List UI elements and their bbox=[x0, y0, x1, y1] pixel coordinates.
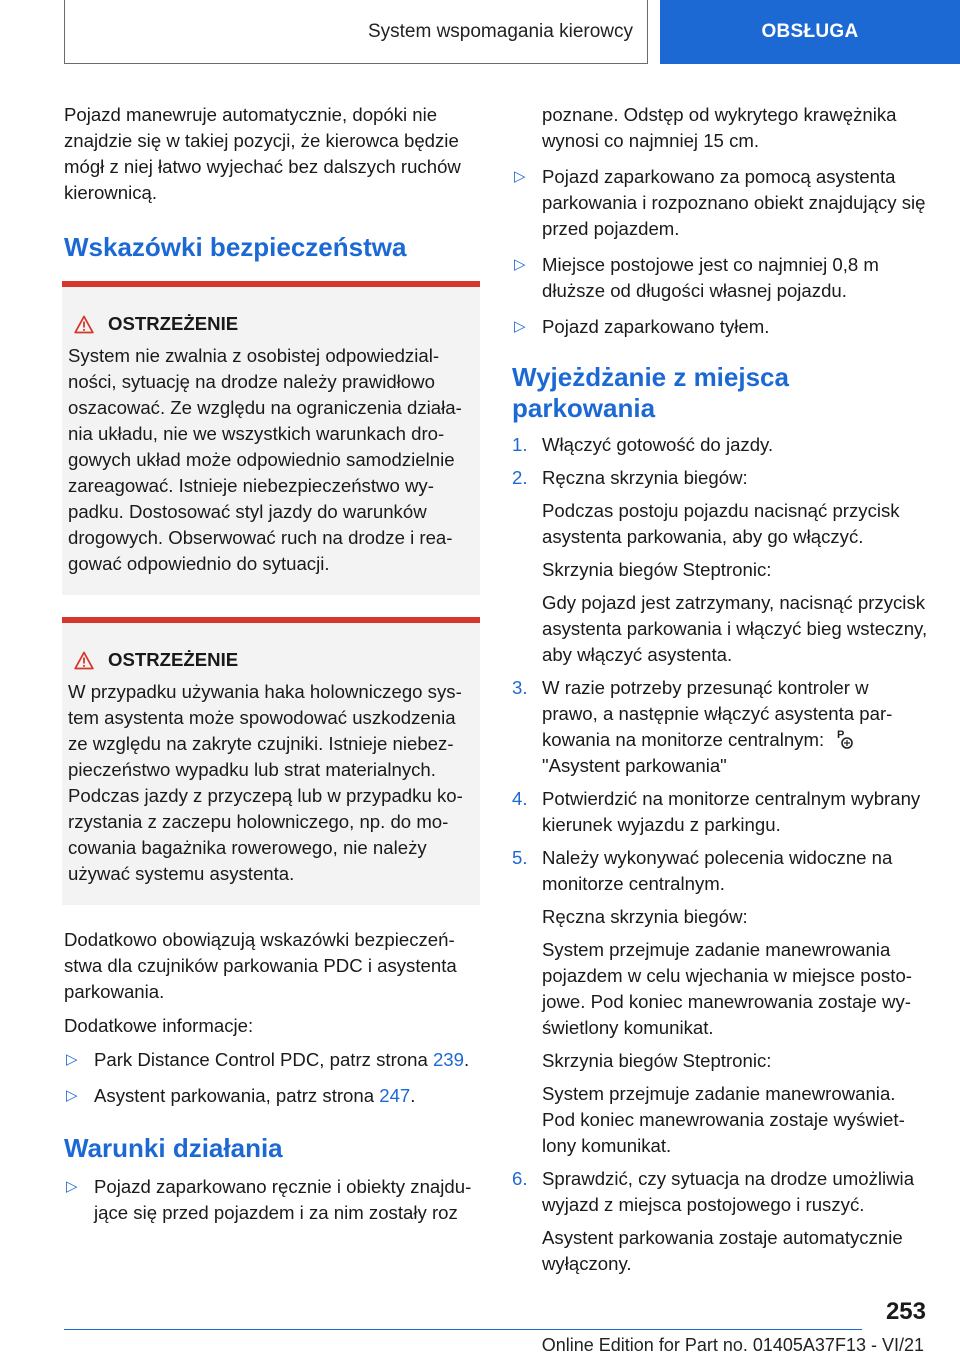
footer-edition: Online Edition for Part no. 01405A37F13 - VI/21 bbox=[541, 1335, 924, 1355]
conditions-list-start bbox=[64, 1174, 480, 1226]
list-item: 5. Należy wykonywać polecenia widoczne na monitorze centralnym. Ręczna skrzynia biegów: System przejmuje zadanie manewrowania pojazdem w celu wjechania w miejsce postojowe. Pod koniec manewrowania zostaje wyświetlony komunikat. Skrzynia biegów Steptronic: System przejmuje zadanie manewrowania. Pod koniec manewrowania zostaje wyświetlony komunikat. bbox=[512, 847, 912, 1156]
safety-heading: Wskazówki bezpieczeństwa bbox=[64, 232, 407, 262]
list-item: 3. W razie potrzeby przesunąć kontroler w prawo, a następnie włączyć asystenta parkowania na monitorze centralnym: P "Asystent parkowania" bbox=[512, 677, 893, 776]
conditions-heading: Warunki działania bbox=[64, 1133, 283, 1163]
page-link-park-assist[interactable]: 247 bbox=[379, 1085, 411, 1106]
list-item: ▷ Pojazd zaparkowano za pomocą asystenta parkowania i rozpoznano obiekt znajdujący się przed pojazdem. bbox=[514, 166, 926, 239]
warning-title-1 bbox=[68, 311, 472, 337]
warning-box-1 bbox=[62, 281, 480, 595]
exit-steps-list bbox=[512, 432, 928, 1277]
list-item: 2. Ręczna skrzynia biegów: Podczas postoju pojazdu nacisnąć przycisk asystenta parkowania, aby go włączyć. Skrzynia biegów Steptronic: Gdy pojazd jest zatrzymany, nacisnąć przycisk asystenta parkowania i włączyć bieg wsteczny, aby włączyć asystenta. bbox=[512, 467, 928, 665]
list-item: poznane. Odstęp od wykrytego krawężnika wynosi co najmniej 15 cm. bbox=[542, 104, 897, 151]
bullet-triangle-icon: ▷ bbox=[514, 318, 526, 335]
warning-body-2: W przypadku używania haka holowniczego system asystenta może spowodować uszkodzenia ze względu na zakryte czujniki. Istnieje niebezpieczeństwo wypadku lub strat materialnych. Podczas jazdy z przyczepą lub w przypadku korzystania z zaczepu holowniczego, np. do mocowania bagażnika rowerowego, nie należy używać systemu asystenta. bbox=[68, 681, 463, 884]
list-item: ▷ Asystent parkowania, patrz strona 247. bbox=[64, 1083, 480, 1109]
list-item: ▷ Park Distance Control PDC, patrz strona 239. bbox=[64, 1047, 480, 1073]
list-item: ▷ Miejsce postojowe jest co najmniej 0,8 m dłuższe od długości własnej pojazdu. bbox=[514, 254, 879, 301]
exit-heading: Wyjeżdżanie z miejsca parkowania bbox=[512, 362, 789, 423]
header-chapter-tab bbox=[660, 0, 960, 64]
bullet-triangle-icon: ▷ bbox=[66, 1051, 78, 1068]
bullet-triangle-icon: ▷ bbox=[66, 1087, 78, 1104]
additional-safety-paragraph: Dodatkowo obowiązują wskazówki bezpieczeństwa dla czujników parkowania PDC i asystenta parkowania. bbox=[64, 929, 457, 1002]
list-item: ▷ Pojazd zaparkowano tyłem. bbox=[512, 314, 928, 340]
list-item: 6. Sprawdzić, czy sytuacja na drodze umożliwia wyjazd z miejsca postojowego i ruszyć. Asystent parkowania zostaje automatycznie wyłączony. bbox=[512, 1168, 915, 1274]
intro-paragraph: Pojazd manewruje automatycznie, dopóki nie znajdzie się w takiej pozycji, że kierowca będzie mógł z niej łatwo wyjechać bez dalszych ruchów kierownicą. bbox=[64, 104, 461, 203]
warning-title-text-1: OSTRZEŻENIE bbox=[108, 313, 239, 334]
warning-title-text-2: OSTRZEŻENIE bbox=[108, 649, 239, 670]
left-column bbox=[64, 102, 480, 1236]
additional-info-list bbox=[64, 1047, 480, 1109]
conditions-list-cont bbox=[512, 102, 928, 340]
section-title: System wspomagania kierowcy bbox=[367, 20, 633, 42]
list-item: ▷ Pojazd zaparkowano ręcznie i obiekty znajdujące się przed pojazdem i za nim zostały roz bbox=[66, 1176, 472, 1223]
park-assist-icon bbox=[833, 728, 857, 750]
chapter-title: OBSŁUGA bbox=[761, 21, 859, 42]
right-column bbox=[512, 102, 928, 1284]
header-section-title bbox=[64, 0, 648, 64]
warning-body-1: System nie zwalnia z osobistej odpowiedzialności, sytuację na drodze należy prawidłowo oszacować. Ze względu na ograniczenia działania układu, nie we wszystkich warunkach drogowych układ może odpowiednio samodzielnie zareagować. Istnieje niebezpieczeństwo wypadku. Dostosować styl jazdy do warunków drogowych. Obserwować ruch na drodze i reagować odpowiednio do sytuacji. bbox=[68, 345, 462, 574]
footer-divider bbox=[64, 1329, 862, 1330]
warning-title-2 bbox=[68, 647, 472, 673]
bullet-triangle-icon: ▷ bbox=[514, 256, 526, 273]
additional-info-label: Dodatkowe informacje: bbox=[64, 1015, 254, 1036]
warning-triangle-icon bbox=[74, 315, 94, 334]
bullet-triangle-icon: ▷ bbox=[514, 168, 526, 185]
page-link-pdc[interactable]: 239 bbox=[432, 1049, 464, 1070]
list-item: 1. Włączyć gotowość do jazdy. bbox=[512, 434, 774, 455]
warning-triangle-icon bbox=[74, 651, 94, 670]
bullet-triangle-icon: ▷ bbox=[66, 1178, 78, 1195]
warning-box-2 bbox=[62, 617, 480, 905]
page-number: 253 bbox=[885, 1298, 926, 1325]
list-item: 4. Potwierdzić na monitorze centralnym wybrany kierunek wyjazdu z parkingu. bbox=[512, 788, 921, 835]
svg-text:P: P bbox=[837, 729, 845, 741]
